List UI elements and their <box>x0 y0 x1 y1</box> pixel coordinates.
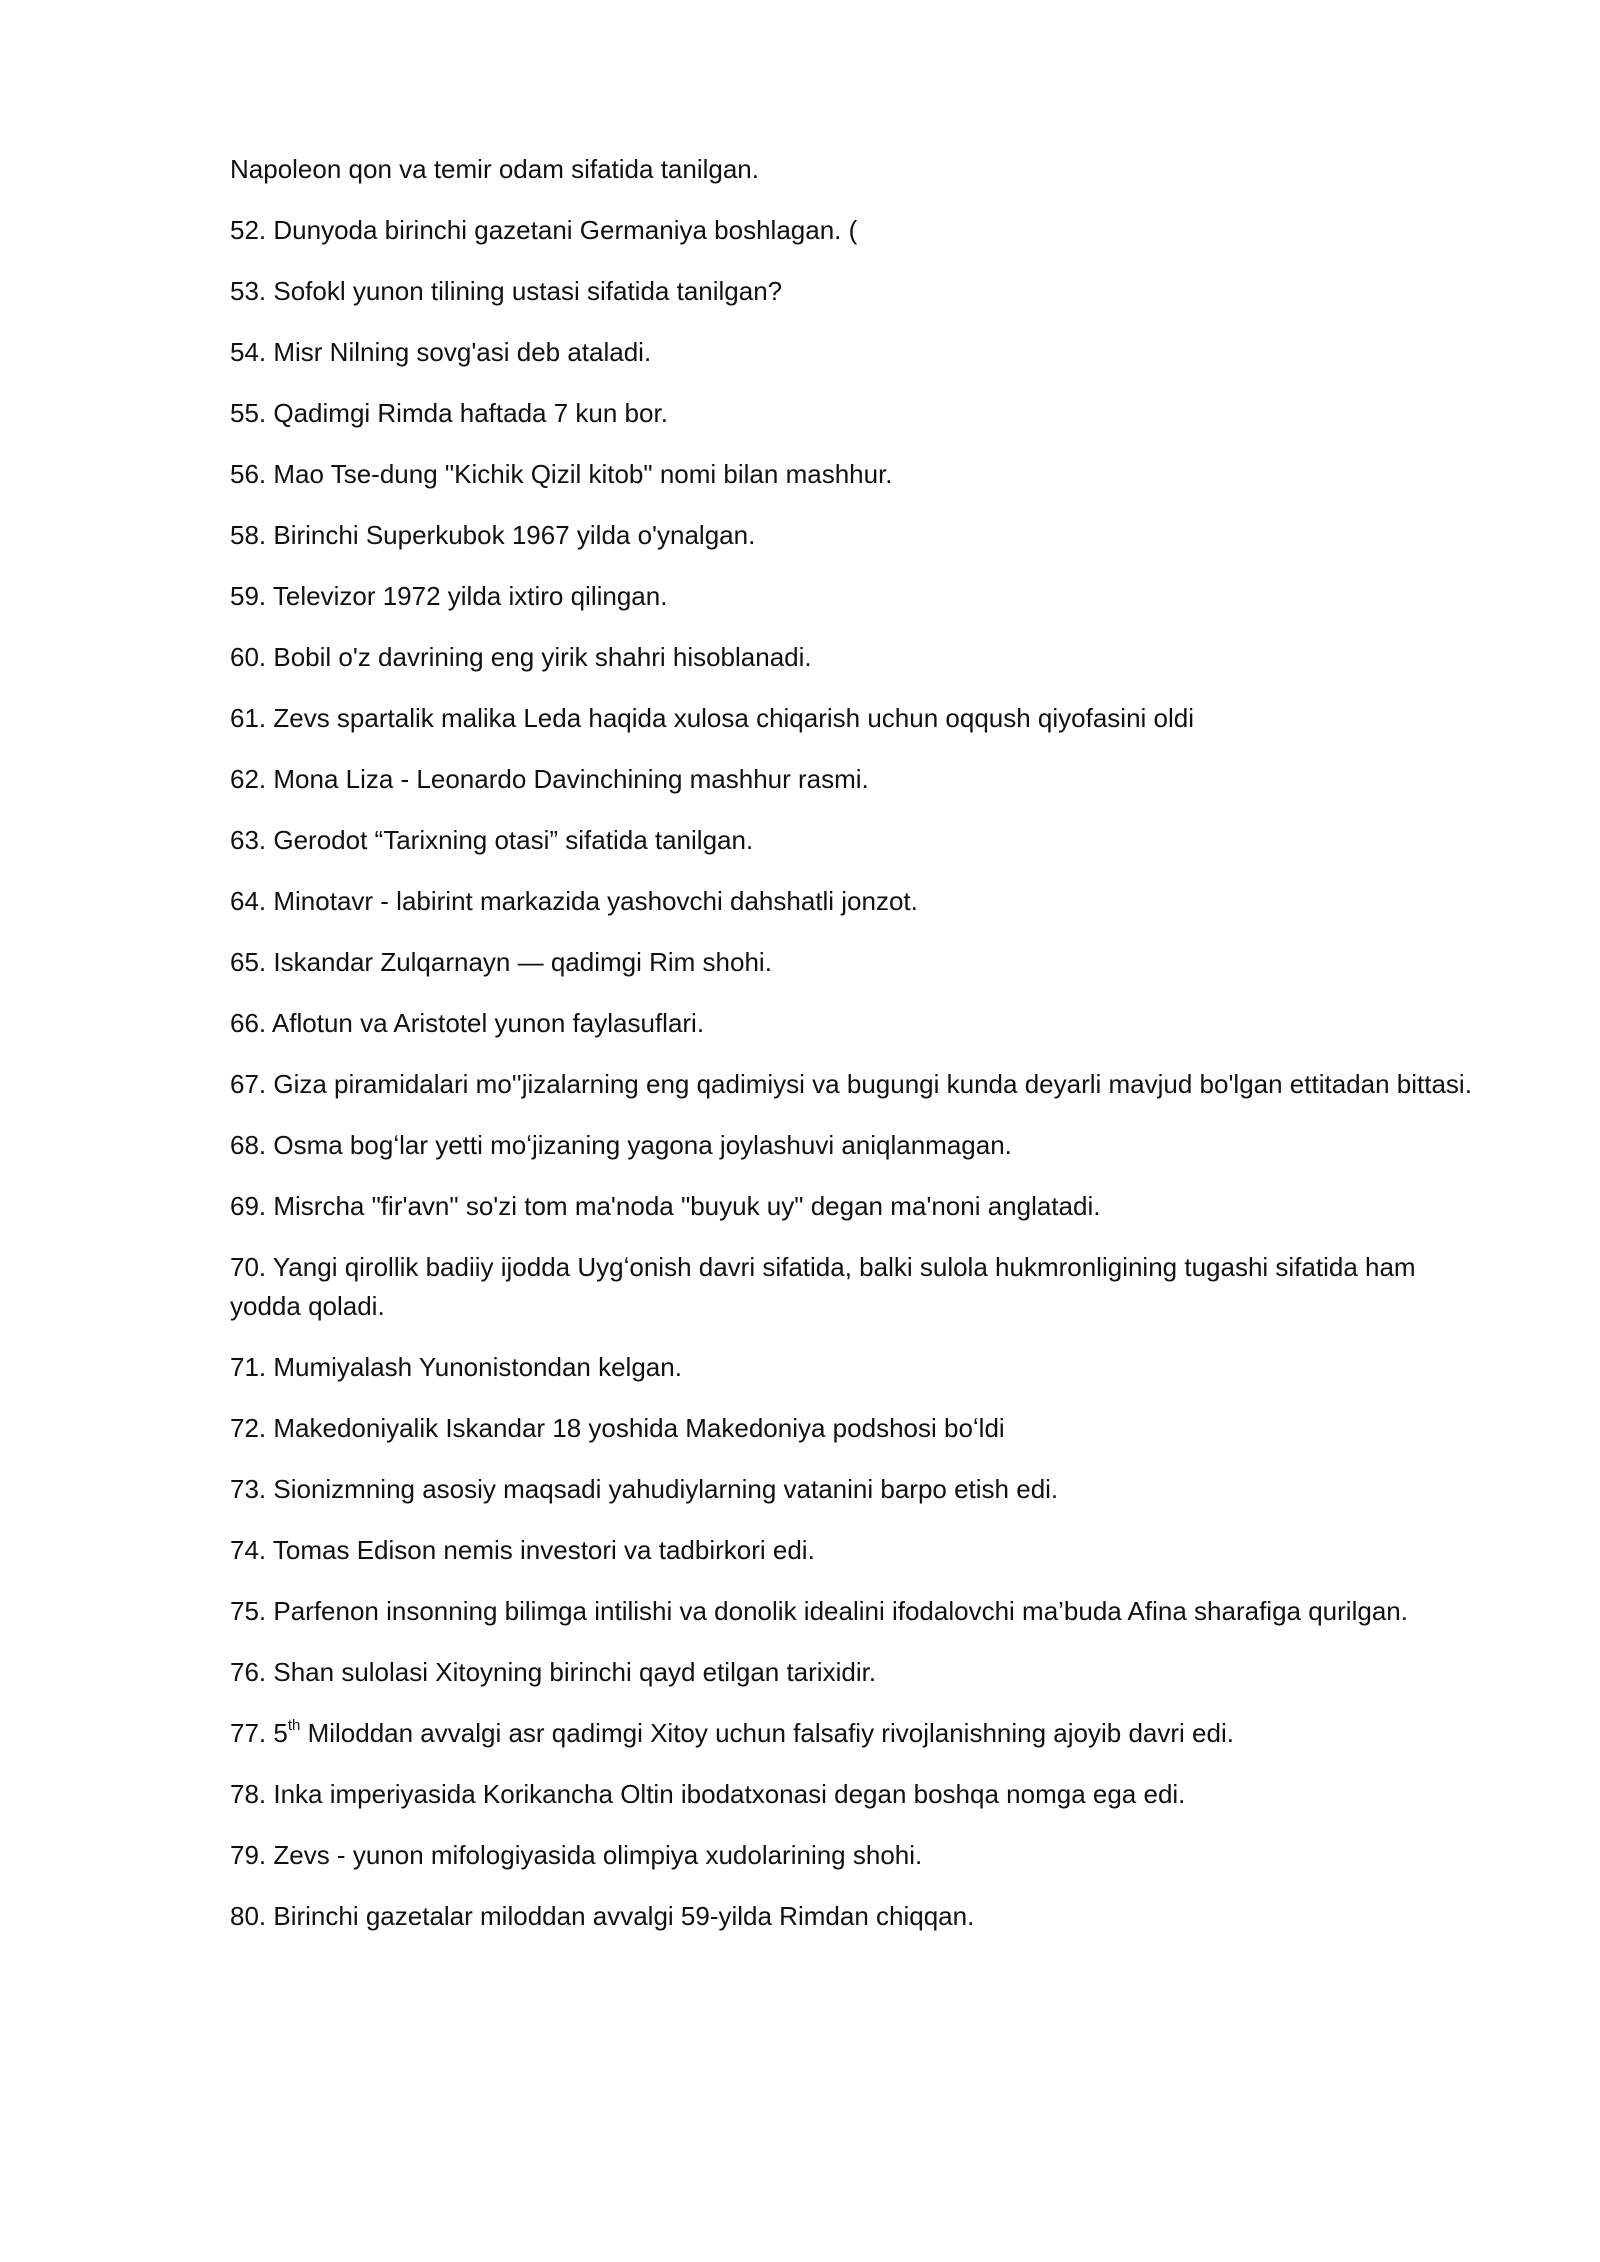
paragraph: 78. Inka imperiyasida Korikancha Oltin ibodatxonasi degan boshqa nomga ega edi. <box>230 1779 1186 1809</box>
paragraph: 63. Gerodot “Tarixning otasi” sifatida tanilgan. <box>230 825 754 855</box>
paragraph: 69. Misrcha "fir'avn" so'zi tom ma'noda "buyuk uy" degan ma'noni anglatadi. <box>230 1191 1101 1221</box>
paragraph: 59. Televizor 1972 yilda ixtiro qilingan. <box>230 581 668 611</box>
paragraph: 58. Birinchi Superkubok 1967 yilda o'ynalgan. <box>230 520 756 550</box>
paragraph: 75. Parfenon insonning bilimga intilishi va donolik idealini ifodalovchi ma’buda Afina sharafiga qurilgan. <box>230 1596 1408 1626</box>
paragraph: 61. Zevs spartalik malika Leda haqida xulosa chiqarish uchun oqqush qiyofasini oldi <box>230 703 1195 733</box>
paragraph: 65. Iskandar Zulqarnayn — qadimgi Rim shohi. <box>230 947 772 977</box>
ordinal-superscript: th <box>287 1717 301 1735</box>
paragraph: 54. Misr Nilning sovg'asi deb ataladi. <box>230 337 652 367</box>
paragraph: 74. Tomas Edison nemis investori va tadbirkori edi. <box>230 1535 815 1565</box>
paragraph: 55. Qadimgi Rimda haftada 7 kun bor. <box>230 398 668 428</box>
paragraph: 68. Osma bogʻlar yetti moʻjizaning yagona joylashuvi aniqlanmagan. <box>230 1130 1012 1160</box>
paragraph: 71. Mumiyalash Yunonistondan kelgan. <box>230 1352 682 1382</box>
paragraph: 73. Sionizmning asosiy maqsadi yahudiylarning vatanini barpo etish edi. <box>230 1474 1059 1504</box>
paragraph: 79. Zevs - yunon mifologiyasida olimpiya xudolarining shohi. <box>230 1840 923 1870</box>
paragraph: 76. Shan sulolasi Xitoyning birinchi qayd etilgan tarixidir. <box>230 1657 877 1687</box>
paragraph: 52. Dunyoda birinchi gazetani Germaniya boshlagan. ( <box>230 215 858 245</box>
paragraph: 70. Yangi qirollik badiiy ijodda Uygʻonish davri sifatida, balki sulola hukmronligining tugashi sifatida ham yodda qoladi. <box>230 1252 1416 1321</box>
paragraph: Napoleon qon va temir odam sifatida tanilgan. <box>230 154 759 184</box>
paragraph: 66. Aflotun va Aristotel yunon faylasuflari. <box>230 1008 705 1038</box>
document-body <box>230 150 1490 1958</box>
paragraph-suffix: Miloddan avvalgi asr qadimgi Xitoy uchun falsafiy rivojlanishning ajoyib davri edi. <box>300 1718 1234 1748</box>
paragraph: 62. Mona Liza - Leonardo Davinchining mashhur rasmi. <box>230 764 869 794</box>
paragraph: 53. Sofokl yunon tilining ustasi sifatida tanilgan? <box>230 276 783 306</box>
paragraph: 64. Minotavr - labirint markazida yashovchi dahshatli jonzot. <box>230 886 918 916</box>
paragraph-superscript <box>230 1714 1490 1753</box>
paragraph: 56. Mao Tse-dung "Kichik Qizil kitob" nomi bilan mashhur. <box>230 459 893 489</box>
paragraph: 72. Makedoniyalik Iskandar 18 yoshida Makedoniya podshosi boʻldi <box>230 1413 1005 1443</box>
paragraph: 67. Giza piramidalari mo''jizalarning eng qadimiysi va bugungi kunda deyarli mavjud bo'lgan ettitadan bittasi. <box>230 1069 1472 1099</box>
paragraph: 80. Birinchi gazetalar miloddan avvalgi 59-yilda Rimdan chiqqan. <box>230 1901 975 1931</box>
paragraph-prefix: 77. 5 <box>230 1718 288 1748</box>
paragraph: 60. Bobil o'z davrining eng yirik shahri hisoblanadi. <box>230 642 812 672</box>
